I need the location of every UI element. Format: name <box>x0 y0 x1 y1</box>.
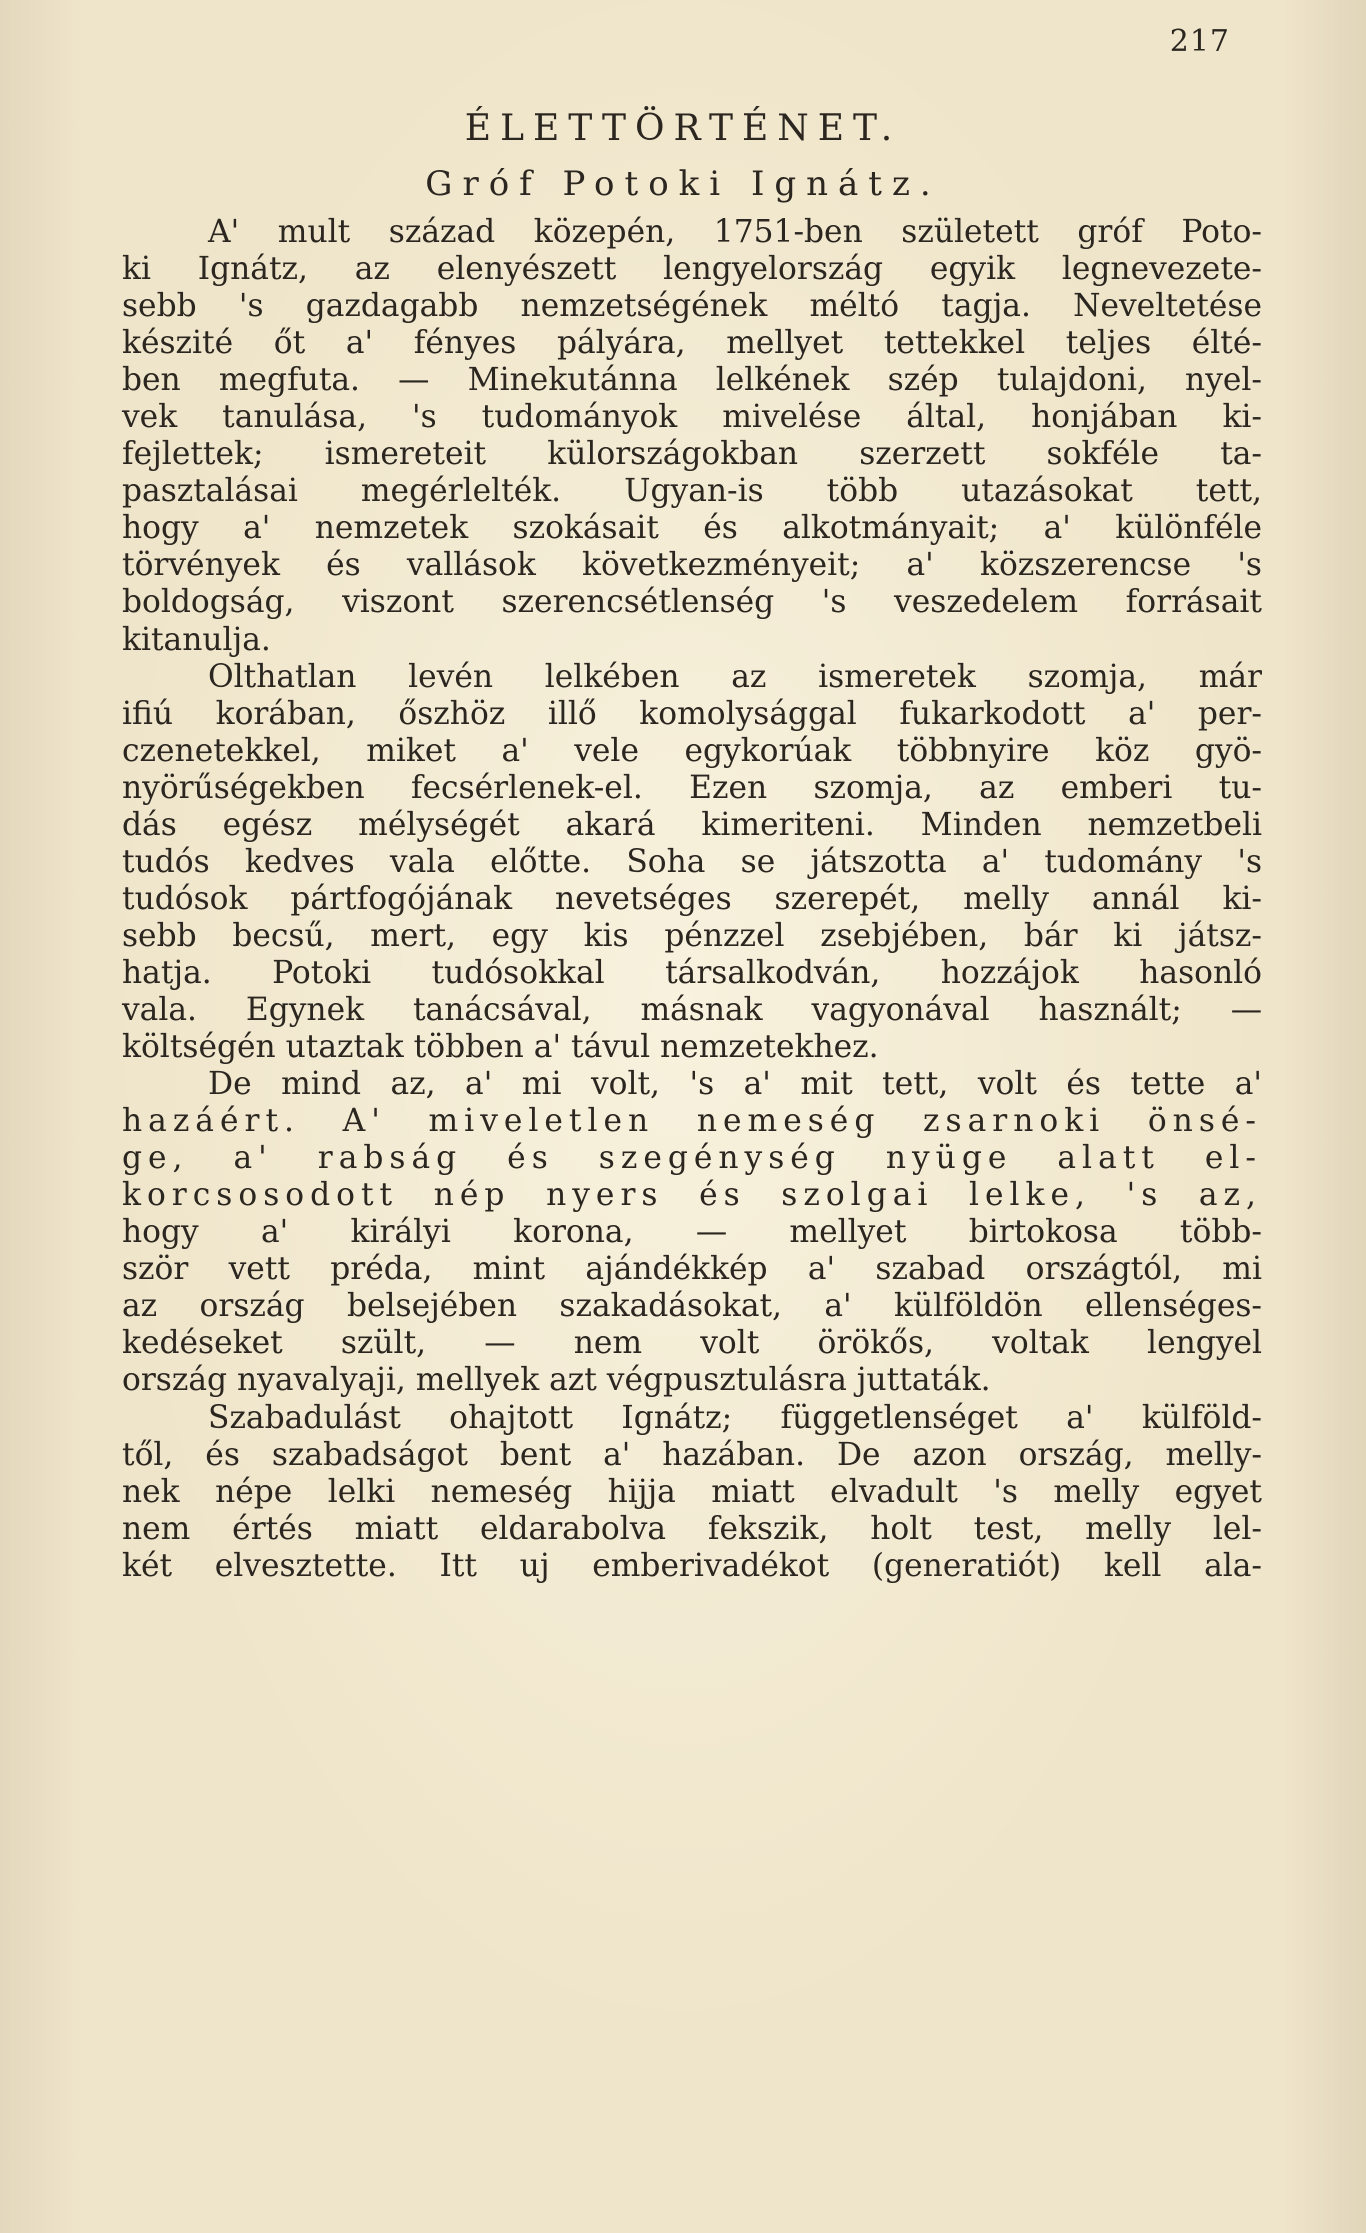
text-line: hatja. Potoki tudósokkal társalkodván, hozzájok hasonló <box>122 954 1262 991</box>
text-line: czenetekkel, miket a' vele egykorúak többnyire köz gyö- <box>122 732 1262 769</box>
text-line: kedéseket szült, — nem volt örökős, voltak lengyel <box>122 1325 1262 1362</box>
text-line: tudós kedves vala előtte. Soha se játszotta a' tudomány 's <box>122 843 1262 880</box>
text-line: nek népe lelki nemeség hijja miatt elvadult 's melly egyet <box>122 1473 1262 1510</box>
text-line: az ország belsejében szakadásokat, a' külföldön ellenséges- <box>122 1288 1262 1325</box>
text-line: nem értés miatt eldarabolva fekszik, holt test, melly lel- <box>122 1510 1262 1547</box>
text-line: ge, a' rabság és szegénység nyüge alatt el- <box>122 1140 1262 1177</box>
text-line: A' mult század közepén, 1751-ben született gróf Poto- <box>208 214 1262 250</box>
chapter-title: ÉLETTÖRTÉNET. <box>464 108 902 149</box>
text-line: ször vett préda, mint ajándékkép a' szabad országtól, mi <box>122 1251 1262 1288</box>
text-line: költségén utaztak többen a' távul nemzetekhez. <box>122 1029 879 1066</box>
text-line: De mind az, a' mi volt, 's a' mit tett, volt és tette a' <box>208 1066 1262 1103</box>
text-line: sebb 's gazdagabb nemzetségének méltó tagja. Neveltetése <box>122 288 1262 325</box>
text-line: Szabadulást ohajtott Ignátz; függetlenséget a' külföld- <box>208 1399 1262 1436</box>
chapter-subtitle: Gróf Potoki Ignátz. <box>425 164 941 204</box>
text-line: törvények és vallások következményeit; a' közszerencse 's <box>122 547 1262 584</box>
text-line: ország nyavalyaji, mellyek azt végpusztulásra juttaták. <box>122 1362 991 1399</box>
text-line: pasztalásai megérlelték. Ugyan-is több utazásokat tett, <box>122 473 1262 510</box>
text-line: ben megfuta. — Minekutánna lelkének szép tulajdoni, nyel- <box>122 362 1262 399</box>
text-line: vala. Egynek tanácsával, másnak vagyonával használt; — <box>122 991 1262 1028</box>
text-line: sebb becsű, mert, egy kis pénzzel zsebjében, bár ki játsz- <box>122 917 1262 954</box>
text-line: tudósok pártfogójának nevetséges szerepét, melly annál ki- <box>122 880 1262 917</box>
text-line: két elvesztette. Itt uj emberivadékot (generatiót) kell ala- <box>122 1547 1262 1584</box>
text-line: től, és szabadságot bent a' hazában. De azon ország, melly- <box>122 1436 1262 1473</box>
text-line: boldogság, viszont szerencsétlenség 's veszedelem forrásait <box>122 584 1262 621</box>
text-line: készité őt a' fényes pályára, mellyet tettekkel teljes élté- <box>122 325 1262 362</box>
body-text <box>122 214 1262 1585</box>
text-line: hazáért. A' miveletlen nemeség zsarnoki önsé- <box>122 1103 1262 1140</box>
text-line: ki Ignátz, az elenyészett lengyelország egyik legnevezete- <box>122 251 1262 288</box>
text-line: nyörűségekben fecsérlenek-el. Ezen szomja, az emberi tu- <box>122 769 1262 806</box>
text-line: fejlettek; ismereteit külországokban szerzett sokféle ta- <box>122 436 1262 473</box>
text-line: dás egész mélységét akará kimeriteni. Minden nemzetbeli <box>122 806 1262 843</box>
page-number: 217 <box>1169 24 1230 59</box>
text-line: kitanulja. <box>122 621 271 658</box>
text-line: hogy a' nemzetek szokásait és alkotmányait; a' különféle <box>122 510 1262 547</box>
text-line: hogy a' királyi korona, — mellyet birtokosa több- <box>122 1214 1262 1251</box>
text-line: vek tanulása, 's tudományok mivelése által, honjában ki- <box>122 399 1262 436</box>
text-line: Olthatlan levén lelkében az ismeretek szomja, már <box>208 658 1262 695</box>
text-line: korcsosodott nép nyers és szolgai lelke, 's az, <box>122 1177 1262 1214</box>
text-line: ifiú korában, őszhöz illő komolysággal fukarkodott a' per- <box>122 695 1262 732</box>
